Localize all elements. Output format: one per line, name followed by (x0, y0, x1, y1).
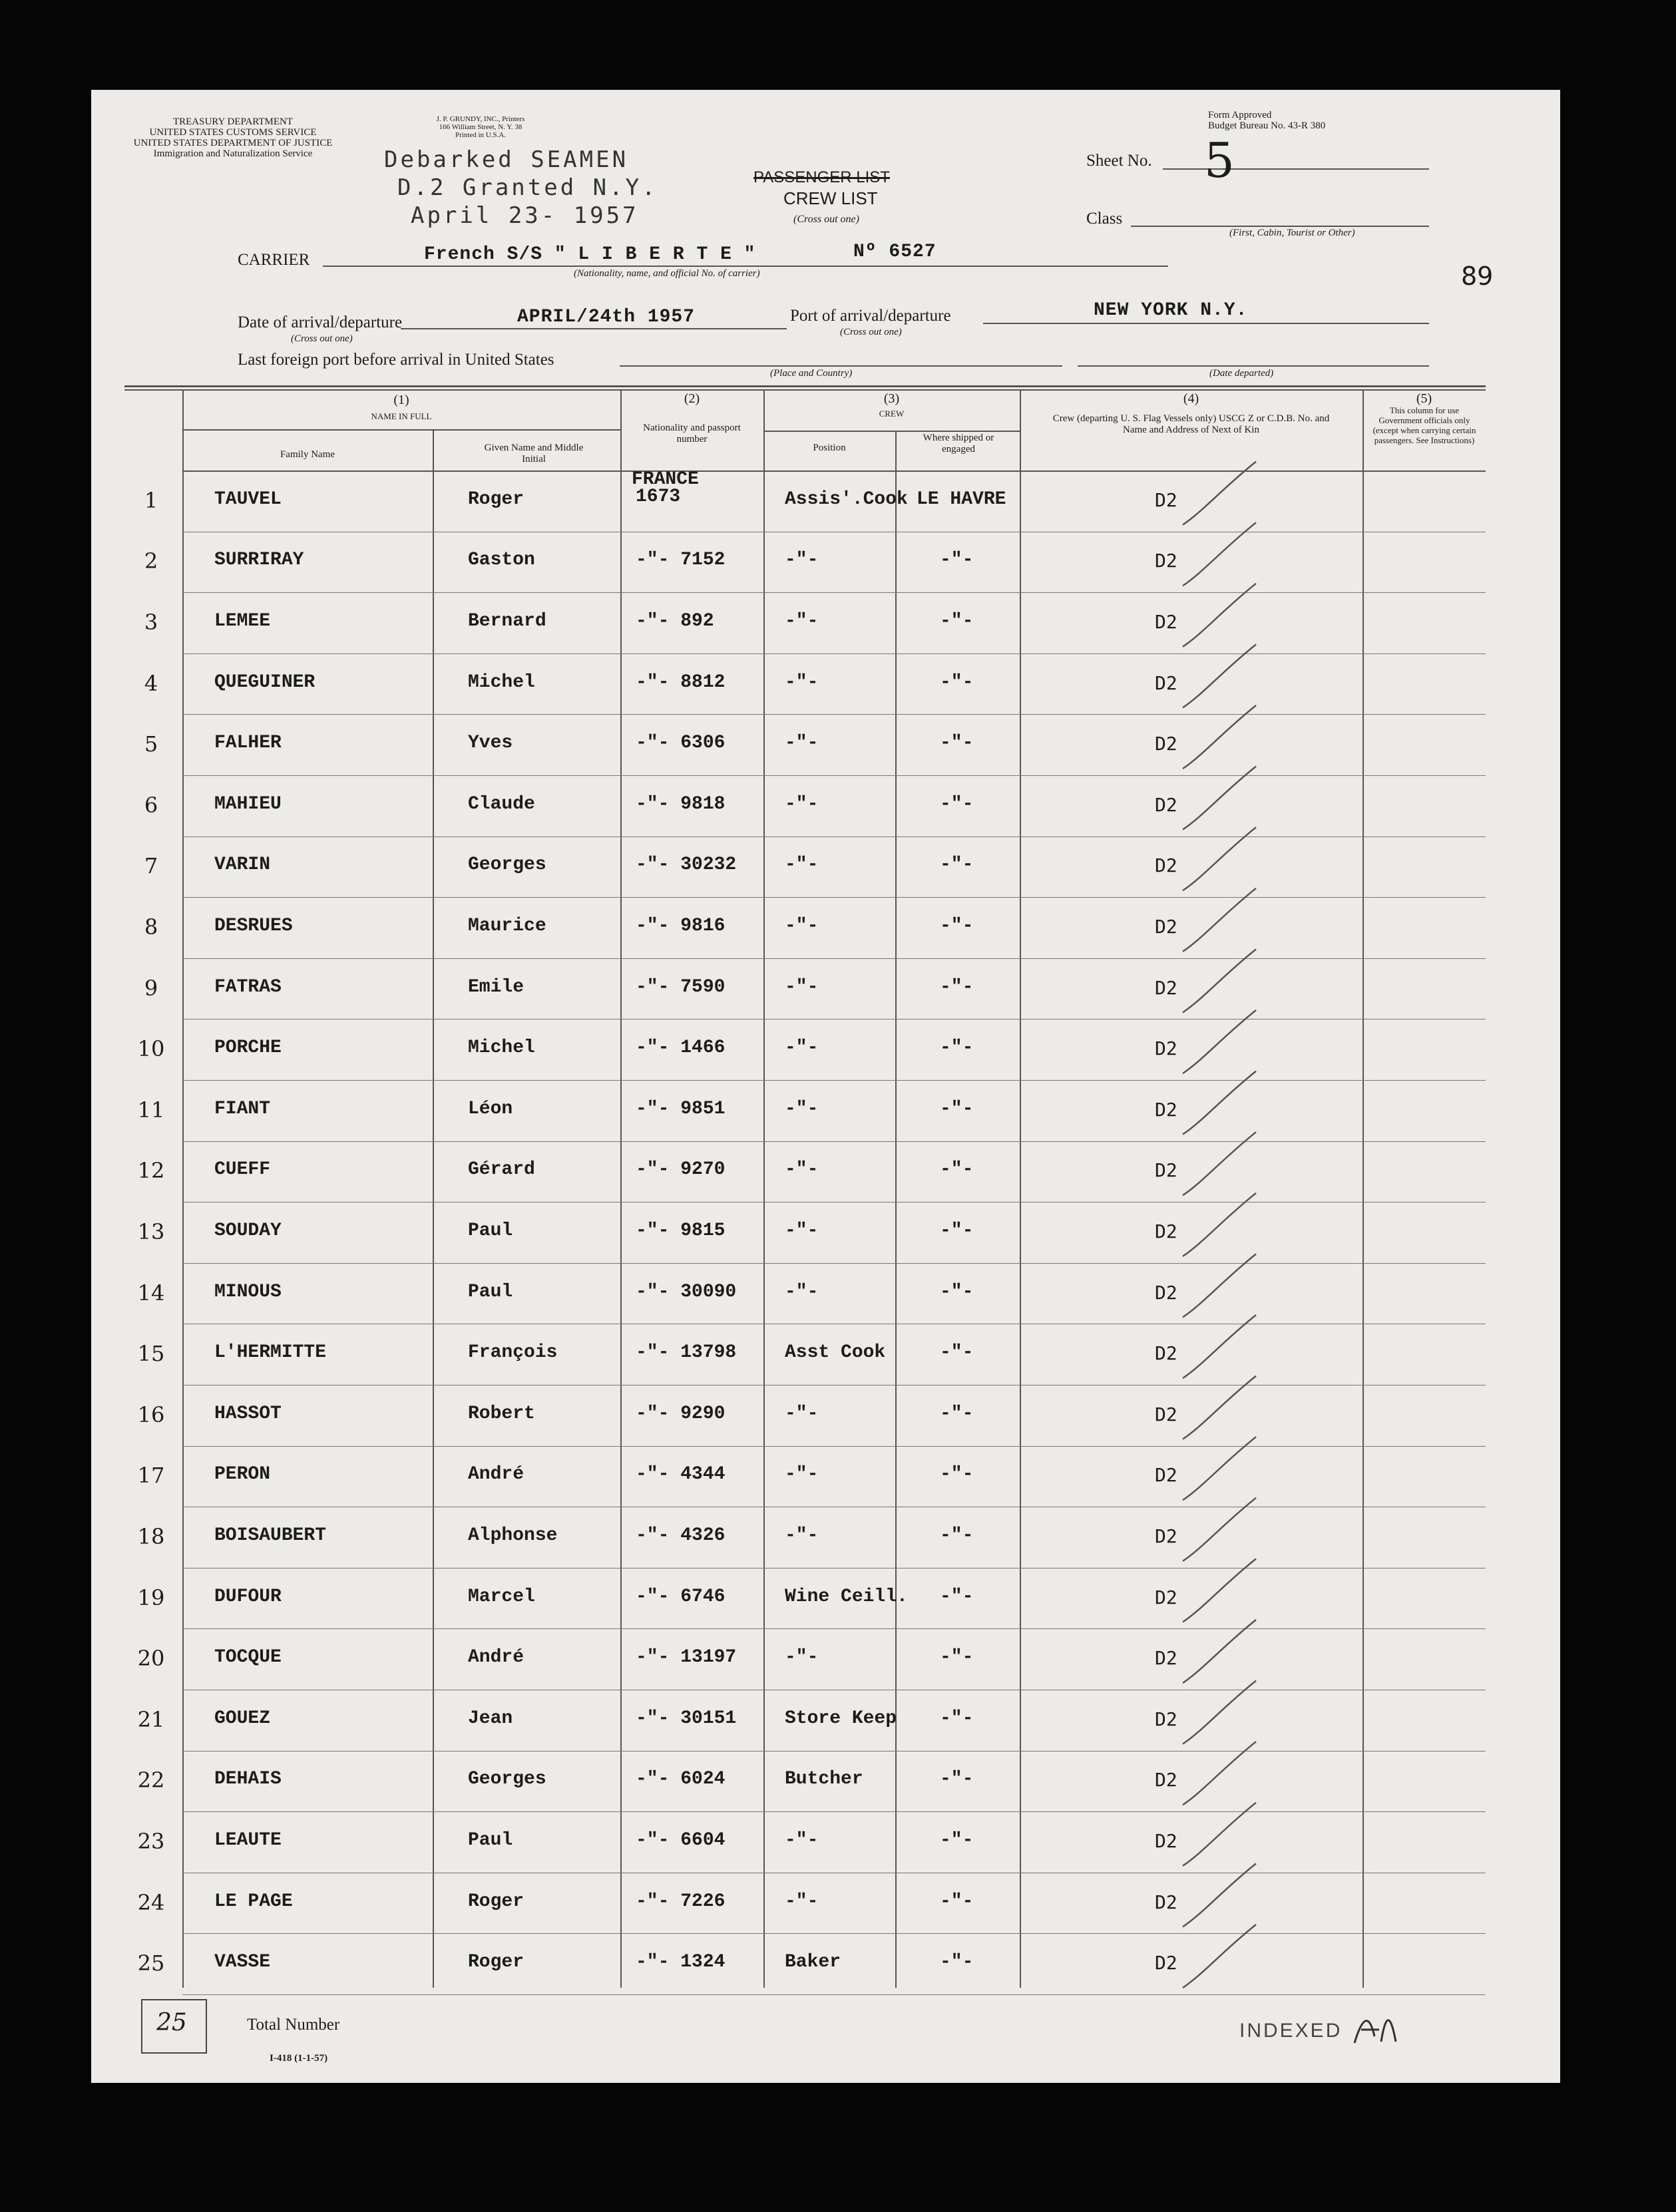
where-shipped: -"- (940, 1159, 974, 1181)
row-number: 17 (137, 1463, 165, 1489)
check-mark (1183, 1681, 1256, 1744)
family-name: BOISAUBERT (214, 1525, 327, 1546)
position: -"- (785, 733, 819, 754)
total-label: Total Number (247, 2016, 340, 2034)
check-mark (1183, 1010, 1256, 1073)
check-mark (1183, 1071, 1256, 1135)
family-name: PERON (214, 1464, 271, 1485)
given-name: Emile (468, 976, 524, 998)
passport-number: -"- 4344 (636, 1464, 726, 1485)
next-of-kin: D2 (1155, 1952, 1177, 1974)
printer-line: J. P. GRUNDY, INC., Printers (436, 115, 525, 123)
given-name: André (468, 1647, 524, 1668)
agency-line: Immigration and Naturalization Service (153, 148, 313, 159)
given-name: Paul (468, 1220, 513, 1241)
passport-number: -"- 30232 (636, 854, 737, 876)
given-name: Michel (468, 671, 535, 693)
where-shipped: -"- (940, 1647, 974, 1668)
row-number: 21 (137, 1706, 165, 1732)
passport-number: -"- 9818 (636, 793, 726, 815)
next-of-kin: D2 (1155, 1220, 1177, 1242)
position: -"- (785, 1525, 819, 1546)
position: -"- (785, 976, 819, 998)
row-number: 24 (137, 1889, 165, 1915)
next-of-kin: D2 (1155, 1708, 1177, 1730)
where-shipped: -"- (940, 1403, 974, 1424)
family-name: TOCQUE (214, 1647, 282, 1668)
stamp-line: Debarked SEAMEN (384, 146, 629, 173)
family-name: DESRUES (214, 915, 293, 936)
given-name: Georges (468, 854, 546, 876)
next-of-kin: D2 (1155, 550, 1177, 572)
next-of-kin: D2 (1155, 1525, 1177, 1547)
check-mark (1183, 1437, 1256, 1500)
family-name: PORCHE (214, 1037, 282, 1059)
where-shipped: -"- (940, 1769, 974, 1790)
next-of-kin: D2 (1155, 1586, 1177, 1608)
position: -"- (785, 793, 819, 815)
check-mark (1183, 705, 1256, 769)
position: -"- (785, 1891, 819, 1912)
family-name: VASSE (214, 1952, 271, 1973)
given-name: Yves (468, 733, 513, 754)
given-name: Roger (468, 1891, 524, 1912)
where-shipped: -"- (940, 610, 974, 632)
col1-title: NAME IN FULL (371, 411, 432, 421)
given-name: Bernard (468, 610, 546, 632)
check-mark (1183, 1193, 1256, 1256)
position: -"- (785, 1220, 819, 1241)
nationality: FRANCE (632, 469, 699, 490)
given-name: André (468, 1464, 524, 1485)
position: -"- (785, 550, 819, 571)
position: Baker (785, 1952, 841, 1973)
position: -"- (785, 1403, 819, 1424)
port-value: NEW YORK N.Y. (1094, 300, 1248, 321)
row-number: 8 (144, 914, 158, 940)
given-name-heading: Given Name and Middle Initial (484, 443, 584, 464)
date-cross-note: (Cross out one) (291, 333, 353, 344)
next-of-kin: D2 (1155, 915, 1177, 938)
check-mark (1183, 1742, 1256, 1805)
port-label: Port of arrival/departure (790, 307, 951, 325)
check-mark (1183, 827, 1256, 890)
family-name: TAUVEL (214, 488, 282, 510)
next-of-kin: D2 (1155, 733, 1177, 755)
check-mark (1183, 1803, 1256, 1866)
given-name: Paul (468, 1829, 513, 1851)
passport-number: -"- 13798 (636, 1342, 737, 1364)
given-name: François (468, 1342, 558, 1364)
agency-line: UNITED STATES DEPARTMENT OF JUSTICE (133, 138, 333, 148)
passport-number: -"- 9290 (636, 1403, 726, 1424)
position: Wine Ceill. (785, 1586, 908, 1607)
passport-number: -"- 30090 (636, 1281, 737, 1302)
next-of-kin: D2 (1155, 854, 1177, 877)
row-number: 3 (144, 609, 158, 635)
where-shipped-heading: Where shipped or engaged (923, 433, 994, 455)
row-number: 11 (137, 1097, 165, 1123)
family-name: SOUDAY (214, 1220, 282, 1241)
passport-number: -"- 6024 (636, 1769, 726, 1790)
check-mark (1183, 1376, 1256, 1439)
row-number: 12 (137, 1158, 165, 1184)
carrier-number: Nº 6527 (853, 242, 937, 262)
family-name: FIANT (214, 1098, 271, 1119)
where-shipped: -"- (940, 1220, 974, 1241)
given-name: Gaston (468, 550, 535, 571)
where-shipped: -"- (940, 1098, 974, 1119)
passport-number: -"- 6604 (636, 1829, 726, 1851)
position: -"- (785, 1464, 819, 1485)
row-number: 23 (137, 1828, 165, 1854)
budget-bureau: Budget Bureau No. 43-R 380 (1208, 120, 1326, 131)
where-shipped: -"- (940, 976, 974, 998)
col4-number: (4) (1183, 391, 1199, 406)
where-shipped: -"- (940, 915, 974, 936)
position: Store Keep (785, 1708, 897, 1729)
position: -"- (785, 1281, 819, 1302)
passport-number: -"- 8812 (636, 671, 726, 693)
carrier-value: French S/S " L I B E R T E " (424, 244, 756, 265)
passport-number: -"- 13197 (636, 1647, 737, 1668)
check-mark (1183, 949, 1256, 1012)
row-number: 4 (144, 670, 158, 696)
position: -"- (785, 671, 819, 693)
where-shipped: -"- (940, 793, 974, 815)
position: -"- (785, 1647, 819, 1668)
next-of-kin: D2 (1155, 793, 1177, 816)
check-mark (1183, 767, 1256, 830)
family-name: MINOUS (214, 1281, 282, 1302)
carrier-label: CARRIER (238, 251, 310, 269)
given-name: Jean (468, 1708, 513, 1729)
list-type-note: (Cross out one) (793, 214, 859, 225)
where-shipped: -"- (940, 1464, 974, 1485)
passport-number: -"- 9816 (636, 915, 726, 936)
next-of-kin: D2 (1155, 1403, 1177, 1425)
row-number: 2 (144, 548, 158, 574)
check-mark (1183, 584, 1256, 647)
check-mark (1183, 888, 1256, 952)
family-name: LEMEE (214, 610, 271, 632)
row-number: 25 (137, 1950, 165, 1976)
given-name: Roger (468, 488, 524, 510)
check-mark (1183, 1132, 1256, 1195)
passport-number: -"- 7590 (636, 976, 726, 998)
form-number: I-418 (1-1-57) (270, 2053, 328, 2064)
passport-number: -"- 6746 (636, 1586, 726, 1607)
row-number: 7 (144, 853, 158, 879)
where-shipped: -"- (940, 1891, 974, 1912)
stamp-line: April 23- 1957 (411, 202, 639, 229)
given-name: Claude (468, 793, 535, 815)
row-number: 16 (137, 1401, 165, 1427)
where-shipped: -"- (940, 1525, 974, 1546)
family-name: VARIN (214, 854, 271, 876)
next-of-kin: D2 (1155, 1037, 1177, 1060)
port-cross-note: (Cross out one) (840, 327, 902, 337)
indexed-stamp: INDEXED (1239, 2020, 1343, 2042)
family-name: L'HERMITTE (214, 1342, 327, 1364)
family-name: LE PAGE (214, 1891, 293, 1912)
list-type-crossed: PASSENGER LIST (753, 168, 890, 186)
col3-number: (3) (883, 391, 900, 406)
position: Butcher (785, 1769, 863, 1790)
list-type: CREW LIST (783, 188, 878, 208)
passport-number: -"- 1466 (636, 1037, 726, 1059)
where-shipped: -"- (940, 1281, 974, 1302)
col1-number: (1) (393, 393, 409, 407)
next-of-kin: D2 (1155, 488, 1177, 511)
sheet-number: 5 (1204, 132, 1235, 188)
where-shipped: -"- (940, 854, 974, 876)
date-label: Date of arrival/departure (238, 313, 403, 331)
check-mark (1183, 1620, 1256, 1683)
where-shipped: -"- (940, 1829, 974, 1851)
agency-line: UNITED STATES CUSTOMS SERVICE (149, 127, 317, 138)
family-name: DUFOUR (214, 1586, 282, 1607)
where-shipped: -"- (940, 733, 974, 754)
next-of-kin: D2 (1155, 1464, 1177, 1487)
given-name: Léon (468, 1098, 513, 1119)
family-name: FALHER (214, 733, 282, 754)
col5-heading: This column for use Government officials only (except when carrying certain passengers. See Instructions) (1372, 405, 1476, 445)
position: -"- (785, 1829, 819, 1851)
given-name: Robert (468, 1403, 535, 1424)
position-heading: Position (813, 443, 846, 453)
check-mark (1183, 644, 1256, 707)
nationality-heading: Nationality and passport number (643, 423, 741, 445)
date-departed-note: (Date departed) (1209, 368, 1274, 379)
position: -"- (785, 1098, 819, 1119)
check-mark (1183, 1498, 1256, 1561)
given-name: Gérard (468, 1159, 535, 1181)
check-mark (1183, 1863, 1256, 1927)
check-marks (91, 90, 1560, 2083)
next-of-kin: D2 (1155, 1098, 1177, 1121)
next-of-kin: D2 (1155, 1769, 1177, 1791)
position: -"- (785, 1037, 819, 1059)
next-of-kin: D2 (1155, 976, 1177, 999)
carrier-note: (Nationality, name, and official No. of carrier) (574, 268, 760, 279)
row-number: 5 (144, 731, 158, 757)
row-number: 9 (144, 975, 158, 1001)
where-shipped: -"- (940, 550, 974, 571)
where-shipped: -"- (940, 1952, 974, 1973)
class-label: Class (1086, 210, 1123, 228)
where-shipped: -"- (940, 1586, 974, 1607)
passport-number: -"- 6306 (636, 733, 726, 754)
passport-number: -"- 7226 (636, 1891, 726, 1912)
check-mark (1183, 522, 1256, 586)
row-number: 14 (137, 1280, 165, 1306)
where-shipped: -"- (940, 1708, 974, 1729)
family-name-heading: Family Name (280, 449, 335, 460)
given-name: Georges (468, 1769, 546, 1790)
family-name: MAHIEU (214, 793, 282, 815)
passport-number: -"- 9851 (636, 1098, 726, 1119)
given-name: Roger (468, 1952, 524, 1973)
family-name: CUEFF (214, 1159, 271, 1181)
passport-number: -"- 7152 (636, 550, 726, 571)
check-mark (1183, 1559, 1256, 1622)
check-mark (1183, 462, 1256, 525)
position: Asst Cook (785, 1342, 886, 1364)
crew-list-form (91, 90, 1560, 2083)
last-port-label: Last foreign port before arrival in United States (238, 351, 554, 369)
given-name: Maurice (468, 915, 546, 936)
row-number: 22 (137, 1767, 165, 1793)
agency-line: TREASURY DEPARTMENT (172, 116, 294, 127)
family-name: QUEGUINER (214, 671, 315, 693)
passport-number: 1673 (636, 486, 681, 507)
family-name: LEAUTE (214, 1829, 282, 1851)
position: Assis'.Cook (785, 488, 908, 510)
family-name: SURRIRAY (214, 550, 304, 571)
date-value: APRIL/24th 1957 (517, 307, 696, 327)
next-of-kin: D2 (1155, 1647, 1177, 1670)
crew-heading: CREW (879, 409, 905, 419)
passport-number: -"- 9270 (636, 1159, 726, 1181)
check-mark (1183, 1925, 1256, 1988)
sheet-label: Sheet No. (1086, 152, 1152, 170)
initials-mark (1349, 2010, 1402, 2050)
stamp-line: D.2 Granted N.Y. (397, 174, 658, 201)
given-name: Paul (468, 1281, 513, 1302)
passport-number: -"- 4326 (636, 1525, 726, 1546)
passport-number: -"- 30151 (636, 1708, 737, 1729)
position: -"- (785, 610, 819, 632)
family-name: GOUEZ (214, 1708, 271, 1729)
check-mark (1183, 1254, 1256, 1317)
given-name: Michel (468, 1037, 535, 1059)
col5-number: (5) (1416, 391, 1432, 406)
row-number: 10 (137, 1036, 165, 1062)
total-count: 25 (156, 2009, 187, 2036)
col4-heading: Crew (departing U. S. Flag Vessels only) USCG Z or C.D.B. No. and Name and Address of Next of Kin (1052, 413, 1330, 435)
printer-line: 166 William Street, N. Y. 38 (439, 123, 523, 131)
passport-number: -"- 892 (636, 610, 714, 632)
form-approved: Form Approved (1208, 110, 1272, 120)
row-number: 19 (137, 1584, 165, 1610)
where-shipped: LE HAVRE (917, 488, 1006, 510)
position: -"- (785, 1159, 819, 1181)
family-name: DEHAIS (214, 1769, 282, 1790)
passport-number: -"- 1324 (636, 1952, 726, 1973)
where-shipped: -"- (940, 671, 974, 693)
next-of-kin: D2 (1155, 1159, 1177, 1182)
class-note: (First, Cabin, Tourist or Other) (1229, 228, 1355, 238)
row-number: 6 (144, 792, 158, 818)
where-shipped: -"- (940, 1342, 974, 1364)
next-of-kin: D2 (1155, 1281, 1177, 1304)
next-of-kin: D2 (1155, 610, 1177, 633)
row-number: 18 (137, 1523, 165, 1549)
next-of-kin: D2 (1155, 1891, 1177, 1913)
next-of-kin: D2 (1155, 1829, 1177, 1852)
where-shipped: -"- (940, 1037, 974, 1059)
row-number: 13 (137, 1218, 165, 1244)
check-mark (1183, 1315, 1256, 1378)
col2-number: (2) (684, 391, 700, 406)
place-note: (Place and Country) (770, 368, 853, 379)
row-number: 15 (137, 1341, 165, 1367)
row-number: 20 (137, 1646, 165, 1672)
position: -"- (785, 854, 819, 876)
family-name: HASSOT (214, 1403, 282, 1424)
given-name: Marcel (468, 1586, 535, 1607)
next-of-kin: D2 (1155, 1342, 1177, 1365)
family-name: FATRAS (214, 976, 282, 998)
row-number: 1 (144, 487, 158, 513)
page-number: 89 (1461, 262, 1494, 291)
printer-line: Printed in U.S.A. (455, 131, 507, 139)
next-of-kin: D2 (1155, 671, 1177, 694)
position: -"- (785, 915, 819, 936)
given-name: Alphonse (468, 1525, 558, 1546)
passport-number: -"- 9815 (636, 1220, 726, 1241)
